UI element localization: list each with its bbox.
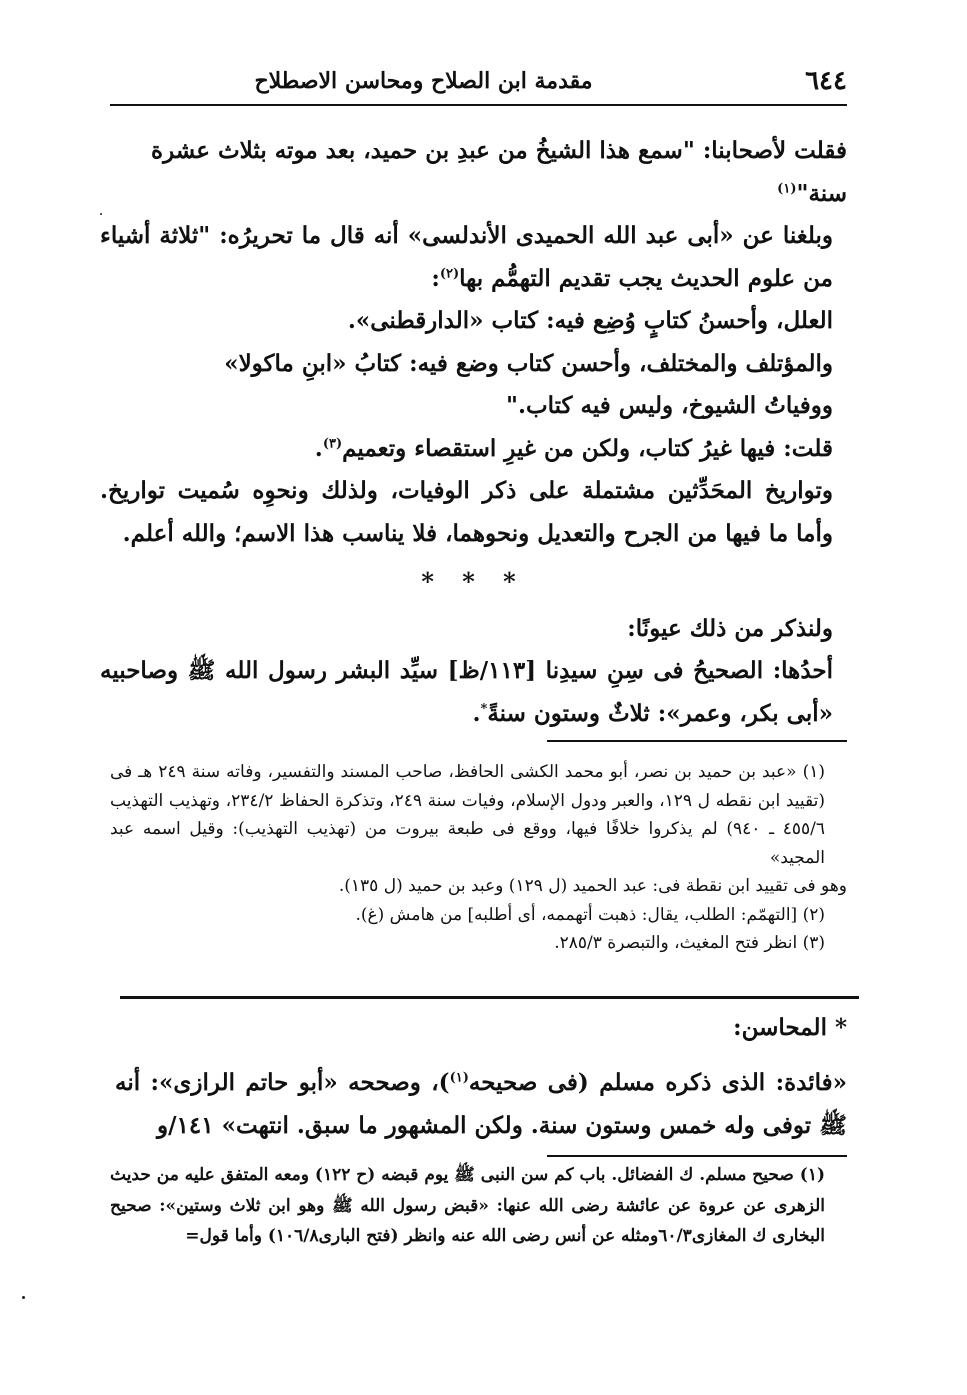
page-header: [110, 62, 847, 106]
paragraph-2: [100, 215, 847, 300]
footnote-ref-1: (١): [777, 180, 797, 196]
paragraph-5: ولنذكر من ذلك عيونًا:: [627, 614, 833, 642]
mahasin-paragraph-cont: )، وصححه «أبو حاتم الرازى»: أنه ﷺ توفى وله خمس وستون سنة. ولكن المشهور ما سبق. انتهت» ١٤١/و: [115, 1069, 847, 1139]
mahasin-paragraph: [115, 1062, 847, 1147]
main-text: [100, 130, 847, 735]
mahasin-footnote-1: (١) صحيح مسلم. ك الفضائل. باب كم سن النبى ﷺ يوم قبضه (ح ١٢٢) ومعه المتفق عليه من حديث الزهرى عن عروة عن عائشة رضى الله عنها: «قبض رسول الله ﷺ وهو ابن ثلاث وستين»: صحيح البخارى ك المغازى٦٠/٣ومثله عن أنس رضى الله عنه وانظر (فتح البارى١٠٦/٨) وأما قول=: [110, 1165, 825, 1246]
paragraph-2-text: وبلغنا عن «أبى عبد الله الحميدى الأندلسى» أنه قال ما تحريرُه: "ثلاثة أشياء من علوم الحديث يجب تقديم التهمُّم بها: [100, 222, 833, 292]
paragraph-6-end: .: [472, 699, 481, 727]
paragraph-3-text: قلت: فيها غيرُ كتاب، ولكن من غيرِ استقصاء وتعميم: [342, 434, 833, 462]
running-title: مقدمة ابن الصلاح ومحاسن الاصطلاح: [254, 68, 593, 94]
paragraph-1-text: فقلت لأصحابنا: "سمع هذا الشيخُ من عبدِ بن حميد، بعد موته بثلاث عشرة سنة": [151, 137, 847, 207]
paragraph-6-text: الصحيحُ فى سِنِ سيدِنا [١١٣/ظ] سيِّد البشر رسول الله ﷺ وصاحبيه «أبى بكر، وعمر»: ثلاثٌ وستون سنةً: [100, 657, 833, 727]
footnotes: [110, 758, 847, 958]
paragraph-3-end: .: [314, 434, 323, 462]
mahasin-footnote-ref: (١): [449, 1070, 469, 1086]
footnote-2: (٢) [التهمّم: الطلب، يقال: ذهبت أتهممه، أى أطلبه] من هامش (غ).: [355, 904, 825, 925]
list-item-2: والمؤتلف والمختلف، وأحسن كتاب وضع فيه: كتابُ «ابنِ ماكولا»: [224, 349, 833, 377]
footnote-1-continued: وهو فى تقييد ابن نقطة فى: عبد الحميد (ل ١٢٩) وعبد بن حميد (ل ١٣٥).: [338, 876, 847, 896]
paragraph-3: [100, 428, 847, 471]
paragraph-1: [100, 130, 847, 215]
paragraph-2-end: :: [431, 264, 440, 292]
mahasin-heading: * المحاسن:: [733, 1014, 847, 1041]
footnote-3: (٣) انظر فتح المغيث، والتبصرة ٢٨٥/٣.: [554, 933, 825, 953]
page-number: ٦٤٤: [805, 66, 847, 96]
mahasin-footnote-divider: [547, 1155, 847, 1157]
footnote-divider: [547, 740, 847, 742]
mahasin-paragraph-text: «فائدة: الذى ذكره مسلم (فى صحيحه: [468, 1069, 847, 1096]
scan-speck: [100, 213, 102, 215]
scan-speck: [22, 1296, 25, 1299]
section-separator: * * *: [421, 567, 526, 596]
paragraph-6: [100, 650, 847, 735]
footnote-ref-3: (٣): [322, 435, 343, 451]
footnote-1: (١) «عبد بن حميد بن نصر، أبو محمد الكشى الحافظ، صاحب المسند والتفسير، وفاته سنة ٢٤٩ هـ فى (تقييد ابن نقطه ل ١٢٩، والعبر ودول الإسلام، وفيات سنة ٢٤٩، وتذكرة الحفاظ ٢٣٤/٢، وتهذيب التهذيب ٤٥٥/٦ ـ ٩٤٠) لم يذكروا خلافًا فيها، ووقع فى طبعة بيروت من (تهذيب التهذيب): وقيل اسمه عبد المجيد»: [110, 762, 825, 868]
mahasin-text: [115, 1062, 847, 1147]
asterisk-mark: *: [480, 700, 488, 716]
paragraph-4: وتواريخ المحَدِّثين مشتملة على ذكر الوفيات، ولذلك ونحوِه سُميت تواريخ. وأما ما فيها من الجرح والتعديل ونحوهما، فلا يناسب هذا الاسم؛ والله أعلم.: [100, 477, 833, 547]
section-divider: [120, 996, 859, 999]
paragraph-6-label: أحدُها:: [772, 657, 833, 684]
list-item-3: ووفياتُ الشيوخ، وليس فيه كتاب.": [505, 392, 833, 419]
list-item-1: العلل، وأحسنُ كتابٍ وُضِع فيه: كتاب «الدارقطنى».: [347, 307, 833, 334]
mahasin-footnotes: [110, 1160, 847, 1252]
footnote-ref-2: (٢): [439, 265, 460, 281]
